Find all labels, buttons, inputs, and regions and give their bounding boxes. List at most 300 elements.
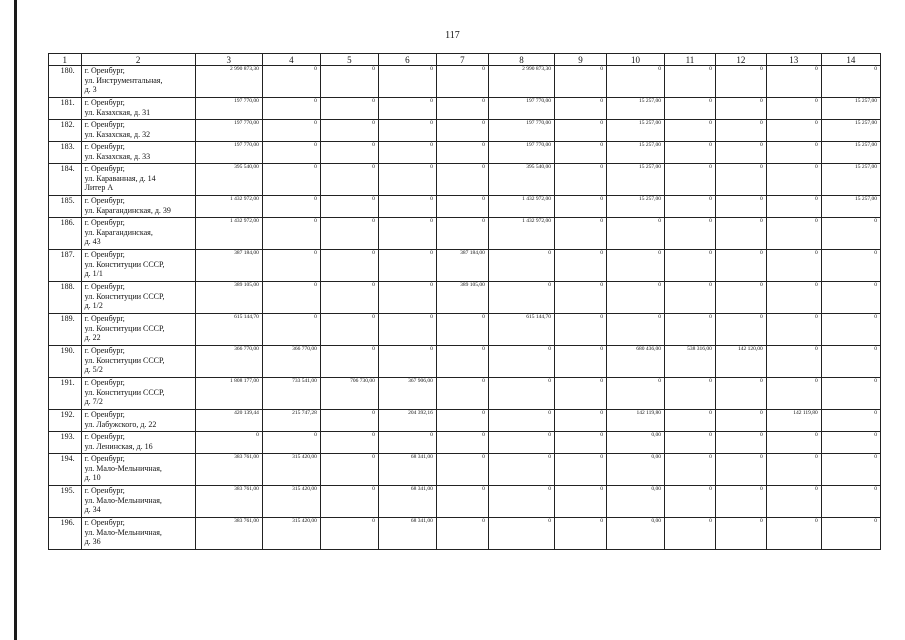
address-line: д. 1/1 bbox=[84, 269, 103, 278]
value-cell-col-14: 0 bbox=[821, 250, 880, 282]
address-line: г. Оренбург, bbox=[84, 432, 125, 441]
value-cell-col-3: 0 bbox=[195, 432, 262, 454]
value-cell-col-11: 0 bbox=[664, 142, 715, 164]
address-line: д. 7/2 bbox=[84, 397, 103, 406]
column-number-header: 2 bbox=[81, 54, 195, 66]
address-line: ул. Конституции СССР, bbox=[84, 387, 165, 397]
value-cell-col-6: 0 bbox=[378, 142, 436, 164]
value-cell-col-13: 0 bbox=[766, 518, 821, 550]
address-cell bbox=[81, 432, 195, 454]
value-cell-col-3: 383 761,00 bbox=[195, 518, 262, 550]
value-cell-col-11: 0 bbox=[664, 98, 715, 120]
value-cell-col-4: 315 420,00 bbox=[262, 518, 320, 550]
value-cell-col-11: 0 bbox=[664, 164, 715, 196]
value-cell-col-13: 0 bbox=[766, 196, 821, 218]
value-cell-col-11: 0 bbox=[664, 196, 715, 218]
value-cell-col-12: 0 bbox=[715, 454, 766, 486]
address-line: ул. Ленинская, д. 16 bbox=[84, 441, 153, 451]
value-cell-col-14: 0 bbox=[821, 432, 880, 454]
value-cell-col-13: 0 bbox=[766, 314, 821, 346]
value-cell-col-3: 197 770,00 bbox=[195, 142, 262, 164]
address-cell bbox=[81, 120, 195, 142]
row-number: 195. bbox=[49, 486, 82, 518]
address-line: Литер А bbox=[84, 183, 114, 192]
address-line: ул. Лабужского, д. 22 bbox=[84, 419, 157, 429]
value-cell-col-7: 0 bbox=[436, 518, 488, 550]
value-cell-col-14: 15 257,00 bbox=[821, 120, 880, 142]
value-cell-col-6: 0 bbox=[378, 282, 436, 314]
value-cell-col-12: 0 bbox=[715, 486, 766, 518]
value-cell-col-6: 0 bbox=[378, 120, 436, 142]
row-number: 190. bbox=[49, 346, 82, 378]
value-cell-col-9: 0 bbox=[555, 432, 607, 454]
value-cell-col-11: 0 bbox=[664, 378, 715, 410]
value-cell-col-14: 15 257,00 bbox=[821, 196, 880, 218]
address-line: ул. Мало-Мельничная, bbox=[84, 527, 162, 537]
value-cell-col-9: 0 bbox=[555, 120, 607, 142]
value-cell-col-5: 0 bbox=[320, 142, 378, 164]
value-cell-col-9: 0 bbox=[555, 282, 607, 314]
value-cell-col-4: 0 bbox=[262, 120, 320, 142]
value-cell-col-4: 0 bbox=[262, 432, 320, 454]
value-cell-col-11: 0 bbox=[664, 120, 715, 142]
value-cell-col-8: 0 bbox=[488, 454, 554, 486]
value-cell-col-7: 0 bbox=[436, 432, 488, 454]
row-number: 193. bbox=[49, 432, 82, 454]
table-row bbox=[49, 454, 881, 486]
address-line: ул. Мало-Мельничная, bbox=[84, 495, 162, 505]
value-cell-col-8: 0 bbox=[488, 378, 554, 410]
value-cell-col-9: 0 bbox=[555, 66, 607, 98]
value-cell-col-4: 315 420,00 bbox=[262, 454, 320, 486]
value-cell-col-10: 15 257,00 bbox=[606, 164, 664, 196]
value-cell-col-8: 197 770,00 bbox=[488, 98, 554, 120]
value-cell-col-13: 0 bbox=[766, 454, 821, 486]
value-cell-col-9: 0 bbox=[555, 218, 607, 250]
address-line: д. 22 bbox=[84, 333, 101, 342]
value-cell-col-11: 0 bbox=[664, 486, 715, 518]
value-cell-col-12: 0 bbox=[715, 164, 766, 196]
value-cell-col-10: 0,00 bbox=[606, 432, 664, 454]
column-number-header: 8 bbox=[488, 54, 554, 66]
row-number: 191. bbox=[49, 378, 82, 410]
value-cell-col-10: 0 bbox=[606, 282, 664, 314]
value-cell-col-14: 0 bbox=[821, 518, 880, 550]
value-cell-col-3: 420 139,44 bbox=[195, 410, 262, 432]
value-cell-col-13: 0 bbox=[766, 250, 821, 282]
table-row bbox=[49, 432, 881, 454]
row-number: 183. bbox=[49, 142, 82, 164]
value-cell-col-11: 0 bbox=[664, 432, 715, 454]
address-line: ул. Казахская, д. 32 bbox=[84, 129, 151, 139]
value-cell-col-7: 0 bbox=[436, 314, 488, 346]
address-line: г. Оренбург, bbox=[84, 164, 125, 173]
value-cell-col-4: 733 541,00 bbox=[262, 378, 320, 410]
value-cell-col-8: 0 bbox=[488, 250, 554, 282]
value-cell-col-5: 0 bbox=[320, 66, 378, 98]
row-number: 185. bbox=[49, 196, 82, 218]
value-cell-col-9: 0 bbox=[555, 486, 607, 518]
address-line: г. Оренбург, bbox=[84, 98, 125, 107]
value-cell-col-4: 0 bbox=[262, 250, 320, 282]
column-number-row bbox=[49, 54, 881, 66]
value-cell-col-5: 0 bbox=[320, 454, 378, 486]
value-cell-col-14: 0 bbox=[821, 346, 880, 378]
address-line: г. Оренбург, bbox=[84, 196, 125, 205]
value-cell-col-4: 215 747,28 bbox=[262, 410, 320, 432]
address-line: г. Оренбург, bbox=[84, 486, 125, 495]
value-cell-col-9: 0 bbox=[555, 98, 607, 120]
value-cell-col-8: 395 540,00 bbox=[488, 164, 554, 196]
value-cell-col-10: 142 119,80 bbox=[606, 410, 664, 432]
row-number: 196. bbox=[49, 518, 82, 550]
value-cell-col-7: 0 bbox=[436, 164, 488, 196]
value-cell-col-4: 366 770,00 bbox=[262, 346, 320, 378]
table-row bbox=[49, 282, 881, 314]
address-line: г. Оренбург, bbox=[84, 410, 125, 419]
table-row bbox=[49, 196, 881, 218]
value-cell-col-3: 1 808 177,00 bbox=[195, 378, 262, 410]
value-cell-col-7: 0 bbox=[436, 346, 488, 378]
value-cell-col-7: 389 105,00 bbox=[436, 282, 488, 314]
address-line: г. Оренбург, bbox=[84, 142, 125, 151]
address-cell bbox=[81, 218, 195, 250]
value-cell-col-4: 0 bbox=[262, 314, 320, 346]
address-line: г. Оренбург, bbox=[84, 378, 125, 387]
row-number: 187. bbox=[49, 250, 82, 282]
value-cell-col-7: 0 bbox=[436, 120, 488, 142]
data-table bbox=[48, 53, 881, 550]
column-number-header: 9 bbox=[555, 54, 607, 66]
value-cell-col-3: 383 761,00 bbox=[195, 454, 262, 486]
value-cell-col-7: 0 bbox=[436, 98, 488, 120]
value-cell-col-10: 0 bbox=[606, 250, 664, 282]
row-number: 188. bbox=[49, 282, 82, 314]
value-cell-col-6: 0 bbox=[378, 196, 436, 218]
row-number: 189. bbox=[49, 314, 82, 346]
column-number-header: 4 bbox=[262, 54, 320, 66]
value-cell-col-4: 0 bbox=[262, 196, 320, 218]
column-number-header: 14 bbox=[821, 54, 880, 66]
value-cell-col-8: 615 144,70 bbox=[488, 314, 554, 346]
value-cell-col-4: 0 bbox=[262, 66, 320, 98]
table-row bbox=[49, 164, 881, 196]
address-line: д. 10 bbox=[84, 473, 101, 482]
value-cell-col-6: 0 bbox=[378, 346, 436, 378]
value-cell-col-5: 0 bbox=[320, 250, 378, 282]
value-cell-col-14: 0 bbox=[821, 66, 880, 98]
address-line: г. Оренбург, bbox=[84, 454, 125, 463]
address-cell bbox=[81, 454, 195, 486]
value-cell-col-11: 0 bbox=[664, 282, 715, 314]
table-row bbox=[49, 486, 881, 518]
column-number-header: 10 bbox=[606, 54, 664, 66]
row-number: 194. bbox=[49, 454, 82, 486]
value-cell-col-12: 0 bbox=[715, 282, 766, 314]
address-cell bbox=[81, 98, 195, 120]
value-cell-col-3: 197 770,00 bbox=[195, 120, 262, 142]
address-cell bbox=[81, 314, 195, 346]
value-cell-col-8: 0 bbox=[488, 410, 554, 432]
value-cell-col-8: 0 bbox=[488, 486, 554, 518]
value-cell-col-8: 2 990 873,30 bbox=[488, 66, 554, 98]
value-cell-col-5: 0 bbox=[320, 346, 378, 378]
address-line: ул. Карагандинская, д. 39 bbox=[84, 205, 171, 215]
address-line: г. Оренбург, bbox=[84, 346, 125, 355]
table-row bbox=[49, 120, 881, 142]
address-line: ул. Казахская, д. 31 bbox=[84, 107, 151, 117]
address-cell bbox=[81, 196, 195, 218]
value-cell-col-13: 0 bbox=[766, 282, 821, 314]
column-number-header: 5 bbox=[320, 54, 378, 66]
column-number-header: 13 bbox=[766, 54, 821, 66]
value-cell-col-3: 1 432 972,00 bbox=[195, 218, 262, 250]
value-cell-col-6: 0 bbox=[378, 98, 436, 120]
value-cell-col-6: 68 341,00 bbox=[378, 518, 436, 550]
value-cell-col-4: 0 bbox=[262, 98, 320, 120]
value-cell-col-11: 0 bbox=[664, 250, 715, 282]
column-number-header: 6 bbox=[378, 54, 436, 66]
row-number: 181. bbox=[49, 98, 82, 120]
table-row bbox=[49, 250, 881, 282]
value-cell-col-7: 0 bbox=[436, 142, 488, 164]
address-line: ул. Конституции СССР, bbox=[84, 291, 165, 301]
value-cell-col-5: 0 bbox=[320, 410, 378, 432]
value-cell-col-13: 0 bbox=[766, 378, 821, 410]
address-cell bbox=[81, 486, 195, 518]
value-cell-col-9: 0 bbox=[555, 196, 607, 218]
value-cell-col-12: 0 bbox=[715, 142, 766, 164]
address-cell bbox=[81, 346, 195, 378]
value-cell-col-3: 383 761,00 bbox=[195, 486, 262, 518]
value-cell-col-13: 0 bbox=[766, 432, 821, 454]
value-cell-col-13: 0 bbox=[766, 66, 821, 98]
value-cell-col-11: 0 bbox=[664, 410, 715, 432]
value-cell-col-9: 0 bbox=[555, 454, 607, 486]
value-cell-col-14: 0 bbox=[821, 378, 880, 410]
address-line: ул. Конституции СССР, bbox=[84, 355, 165, 365]
value-cell-col-6: 0 bbox=[378, 432, 436, 454]
value-cell-col-5: 0 bbox=[320, 314, 378, 346]
value-cell-col-3: 1 432 972,00 bbox=[195, 196, 262, 218]
address-line: ул. Конституции СССР, bbox=[84, 323, 165, 333]
value-cell-col-13: 0 bbox=[766, 164, 821, 196]
address-cell bbox=[81, 378, 195, 410]
value-cell-col-4: 0 bbox=[262, 218, 320, 250]
value-cell-col-12: 0 bbox=[715, 66, 766, 98]
column-number-header: 1 bbox=[49, 54, 82, 66]
row-number: 184. bbox=[49, 164, 82, 196]
address-line: д. 3 bbox=[84, 85, 97, 94]
value-cell-col-10: 0,00 bbox=[606, 518, 664, 550]
value-cell-col-7: 0 bbox=[436, 66, 488, 98]
value-cell-col-13: 0 bbox=[766, 142, 821, 164]
value-cell-col-7: 0 bbox=[436, 486, 488, 518]
value-cell-col-12: 0 bbox=[715, 250, 766, 282]
value-cell-col-6: 0 bbox=[378, 164, 436, 196]
value-cell-col-12: 0 bbox=[715, 432, 766, 454]
column-number-header: 7 bbox=[436, 54, 488, 66]
value-cell-col-8: 0 bbox=[488, 432, 554, 454]
address-line: г. Оренбург, bbox=[84, 282, 125, 291]
value-cell-col-13: 142 119,80 bbox=[766, 410, 821, 432]
value-cell-col-9: 0 bbox=[555, 518, 607, 550]
value-cell-col-4: 0 bbox=[262, 282, 320, 314]
value-cell-col-6: 0 bbox=[378, 218, 436, 250]
value-cell-col-8: 0 bbox=[488, 282, 554, 314]
value-cell-col-8: 1 432 972,00 bbox=[488, 218, 554, 250]
value-cell-col-6: 0 bbox=[378, 66, 436, 98]
value-cell-col-7: 0 bbox=[436, 218, 488, 250]
value-cell-col-3: 387 184,00 bbox=[195, 250, 262, 282]
value-cell-col-3: 615 144,70 bbox=[195, 314, 262, 346]
value-cell-col-6: 204 392,16 bbox=[378, 410, 436, 432]
value-cell-col-14: 15 257,00 bbox=[821, 98, 880, 120]
value-cell-col-10: 680 436,00 bbox=[606, 346, 664, 378]
value-cell-col-3: 389 105,00 bbox=[195, 282, 262, 314]
value-cell-col-12: 0 bbox=[715, 410, 766, 432]
value-cell-col-12: 0 bbox=[715, 196, 766, 218]
value-cell-col-7: 0 bbox=[436, 454, 488, 486]
value-cell-col-6: 0 bbox=[378, 250, 436, 282]
value-cell-col-13: 0 bbox=[766, 346, 821, 378]
address-cell bbox=[81, 164, 195, 196]
address-line: г. Оренбург, bbox=[84, 518, 125, 527]
value-cell-col-11: 0 bbox=[664, 314, 715, 346]
row-number: 182. bbox=[49, 120, 82, 142]
address-cell bbox=[81, 282, 195, 314]
value-cell-col-12: 0 bbox=[715, 120, 766, 142]
address-cell bbox=[81, 410, 195, 432]
value-cell-col-14: 0 bbox=[821, 454, 880, 486]
value-cell-col-10: 0,00 bbox=[606, 454, 664, 486]
value-cell-col-10: 15 257,00 bbox=[606, 196, 664, 218]
value-cell-col-13: 0 bbox=[766, 486, 821, 518]
address-line: д. 34 bbox=[84, 505, 101, 514]
table-row bbox=[49, 66, 881, 98]
value-cell-col-10: 0 bbox=[606, 66, 664, 98]
value-cell-col-8: 197 770,00 bbox=[488, 120, 554, 142]
value-cell-col-8: 0 bbox=[488, 518, 554, 550]
value-cell-col-7: 0 bbox=[436, 196, 488, 218]
value-cell-col-5: 0 bbox=[320, 518, 378, 550]
value-cell-col-14: 0 bbox=[821, 410, 880, 432]
column-number-header: 11 bbox=[664, 54, 715, 66]
address-line: г. Оренбург, bbox=[84, 120, 125, 129]
value-cell-col-10: 0,00 bbox=[606, 486, 664, 518]
value-cell-col-10: 0 bbox=[606, 378, 664, 410]
value-cell-col-14: 0 bbox=[821, 314, 880, 346]
address-line: г. Оренбург, bbox=[84, 66, 125, 75]
address-line: ул. Карагандинская, bbox=[84, 227, 153, 237]
table-row bbox=[49, 314, 881, 346]
table-row bbox=[49, 218, 881, 250]
value-cell-col-6: 68 341,00 bbox=[378, 454, 436, 486]
value-cell-col-3: 395 540,00 bbox=[195, 164, 262, 196]
value-cell-col-5: 0 bbox=[320, 432, 378, 454]
value-cell-col-9: 0 bbox=[555, 164, 607, 196]
row-number: 180. bbox=[49, 66, 82, 98]
value-cell-col-10: 15 257,00 bbox=[606, 98, 664, 120]
value-cell-col-11: 0 bbox=[664, 518, 715, 550]
value-cell-col-13: 0 bbox=[766, 218, 821, 250]
address-line: ул. Инструментальная, bbox=[84, 75, 163, 85]
address-cell bbox=[81, 250, 195, 282]
value-cell-col-14: 15 257,00 bbox=[821, 164, 880, 196]
value-cell-col-7: 387 184,00 bbox=[436, 250, 488, 282]
value-cell-col-8: 0 bbox=[488, 346, 554, 378]
value-cell-col-10: 15 257,00 bbox=[606, 120, 664, 142]
table-row bbox=[49, 378, 881, 410]
value-cell-col-9: 0 bbox=[555, 346, 607, 378]
row-number: 186. bbox=[49, 218, 82, 250]
value-cell-col-5: 0 bbox=[320, 218, 378, 250]
value-cell-col-12: 142 120,00 bbox=[715, 346, 766, 378]
table-row bbox=[49, 142, 881, 164]
value-cell-col-11: 0 bbox=[664, 66, 715, 98]
value-cell-col-14: 0 bbox=[821, 282, 880, 314]
value-cell-col-3: 197 770,00 bbox=[195, 98, 262, 120]
column-number-header: 3 bbox=[195, 54, 262, 66]
address-line: д. 1/2 bbox=[84, 301, 103, 310]
value-cell-col-5: 0 bbox=[320, 120, 378, 142]
address-line: ул. Мало-Мельничная, bbox=[84, 463, 162, 473]
value-cell-col-11: 538 316,00 bbox=[664, 346, 715, 378]
address-line: г. Оренбург, bbox=[84, 250, 125, 259]
address-line: д. 5/2 bbox=[84, 365, 103, 374]
address-cell bbox=[81, 518, 195, 550]
value-cell-col-14: 0 bbox=[821, 486, 880, 518]
value-cell-col-13: 0 bbox=[766, 120, 821, 142]
value-cell-col-6: 367 906,00 bbox=[378, 378, 436, 410]
value-cell-col-7: 0 bbox=[436, 410, 488, 432]
value-cell-col-9: 0 bbox=[555, 378, 607, 410]
value-cell-col-6: 68 341,00 bbox=[378, 486, 436, 518]
row-number: 192. bbox=[49, 410, 82, 432]
value-cell-col-5: 0 bbox=[320, 196, 378, 218]
value-cell-col-3: 2 990 873,30 bbox=[195, 66, 262, 98]
table-row bbox=[49, 410, 881, 432]
value-cell-col-10: 0 bbox=[606, 314, 664, 346]
address-line: ул. Конституции СССР, bbox=[84, 259, 165, 269]
column-number-header: 12 bbox=[715, 54, 766, 66]
page-number: 117 bbox=[445, 30, 460, 41]
value-cell-col-7: 0 bbox=[436, 378, 488, 410]
address-cell bbox=[81, 142, 195, 164]
value-cell-col-14: 15 257,00 bbox=[821, 142, 880, 164]
value-cell-col-5: 0 bbox=[320, 282, 378, 314]
value-cell-col-4: 0 bbox=[262, 142, 320, 164]
address-line: д. 36 bbox=[84, 537, 101, 546]
value-cell-col-5: 0 bbox=[320, 98, 378, 120]
value-cell-col-9: 0 bbox=[555, 314, 607, 346]
address-line: г. Оренбург, bbox=[84, 218, 125, 227]
value-cell-col-12: 0 bbox=[715, 314, 766, 346]
value-cell-col-8: 197 770,00 bbox=[488, 142, 554, 164]
value-cell-col-10: 15 257,00 bbox=[606, 142, 664, 164]
value-cell-col-3: 366 770,00 bbox=[195, 346, 262, 378]
address-line: ул. Караванная, д. 14 bbox=[84, 173, 156, 183]
value-cell-col-4: 0 bbox=[262, 164, 320, 196]
value-cell-col-5: 0 bbox=[320, 164, 378, 196]
address-line: ул. Казахская, д. 33 bbox=[84, 151, 151, 161]
table-body bbox=[49, 54, 881, 550]
value-cell-col-4: 315 420,00 bbox=[262, 486, 320, 518]
value-cell-col-12: 0 bbox=[715, 98, 766, 120]
value-cell-col-5: 706 730,00 bbox=[320, 378, 378, 410]
value-cell-col-11: 0 bbox=[664, 454, 715, 486]
value-cell-col-9: 0 bbox=[555, 142, 607, 164]
